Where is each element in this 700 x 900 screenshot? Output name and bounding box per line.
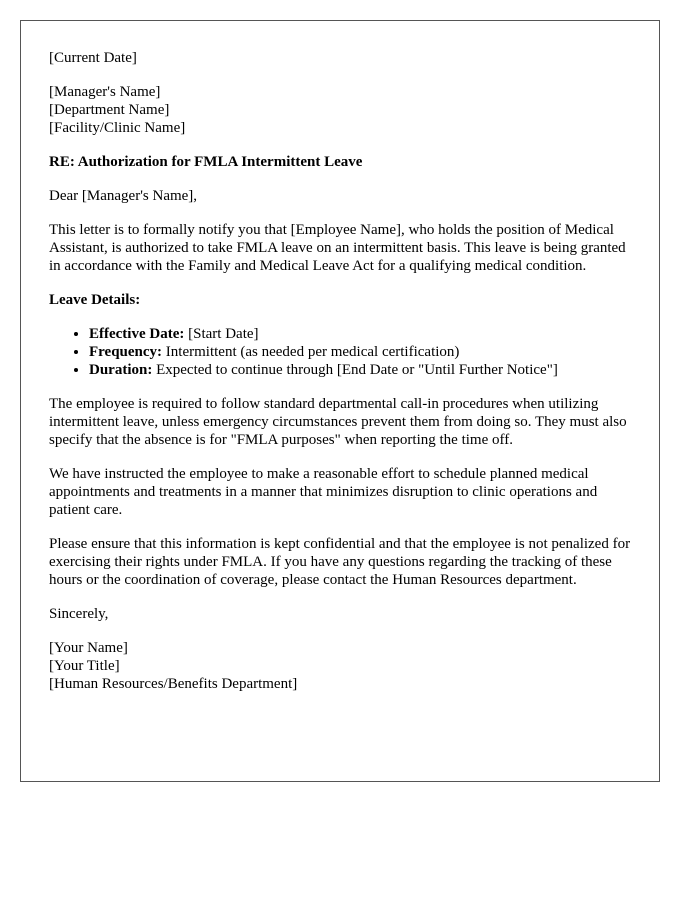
leave-details-list — [49, 325, 631, 379]
list-item-duration — [89, 361, 631, 379]
letter-document — [20, 20, 660, 782]
call-in-paragraph: The employee is required to follow standard departmental call-in procedures when utilizing intermittent leave, unless emergency circumstances prevent them from doing so. They must also specify that the absence is for "FMLA purposes" when reporting the time off. — [49, 396, 627, 448]
current-date: [Current Date] — [49, 50, 137, 66]
signature-block — [49, 639, 631, 693]
intro-paragraph: This letter is to formally notify you that [Employee Name], who holds the position of Medical Assistant, is authorized to take FMLA leave on an intermittent basis. This leave is being granted in accordance with the Family and Medical Leave Act for a qualifying medical condition. — [49, 222, 626, 274]
detail-label: Frequency: — [89, 344, 163, 360]
detail-value: Intermittent (as needed per medical certification) — [162, 344, 460, 360]
list-item-frequency — [89, 343, 631, 361]
confidentiality-paragraph: Please ensure that this information is kept confidential and that the employee is not penalized for exercising their rights under FMLA. If you have any questions regarding the tracking of these hours or the coordination of coverage, please contact the Human Resources department. — [49, 536, 631, 588]
signature-name: [Your Name] — [49, 640, 128, 656]
detail-label: Duration: — [89, 362, 153, 378]
recipient-block — [49, 83, 631, 137]
detail-value: [Start Date] — [184, 326, 259, 342]
recipient-department-name: [Department Name] — [49, 102, 170, 118]
recipient-facility-name: [Facility/Clinic Name] — [49, 120, 186, 136]
detail-label: Effective Date: — [89, 326, 185, 342]
closing: Sincerely, — [49, 606, 109, 622]
date-block — [49, 49, 631, 67]
leave-details-heading: Leave Details: — [49, 292, 141, 308]
recipient-manager-name: [Manager's Name] — [49, 84, 161, 100]
list-item-effective-date — [89, 325, 631, 343]
subject-line: RE: Authorization for FMLA Intermittent Leave — [49, 154, 363, 170]
signature-department: [Human Resources/Benefits Department] — [49, 676, 298, 692]
scheduling-paragraph: We have instructed the employee to make a reasonable effort to schedule planned medical appointments and treatments in a manner that minimizes disruption to clinic operations and patient care. — [49, 466, 598, 518]
signature-title: [Your Title] — [49, 658, 120, 674]
detail-value: Expected to continue through [End Date or "Until Further Notice"] — [152, 362, 558, 378]
salutation: Dear [Manager's Name], — [49, 188, 198, 204]
